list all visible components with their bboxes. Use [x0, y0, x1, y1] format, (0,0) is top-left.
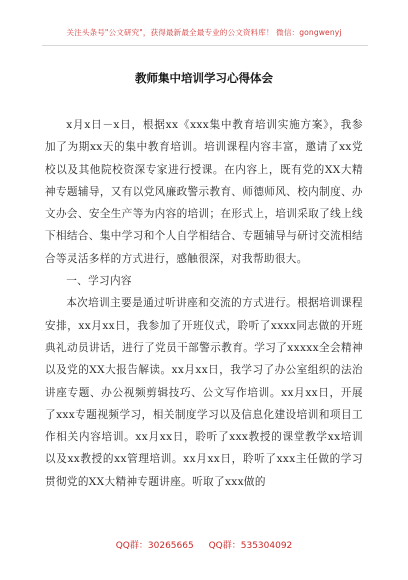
footer-qq-group-1: QQ群：30265665: [115, 541, 194, 551]
document-body: [45, 114, 363, 493]
footer-contact: [0, 538, 408, 551]
section-paragraph: 本次培训主要是通过听讲座和交流的方式进行。根据培训课程安排，xx月xx日，我参加了开班仪式，聆听了xxxx同志做的开班典礼动员讲话，进行了党员干部警示教育。学习了xxxxx全会精神以及党的XX大报告解读。xx月xx日，我学习了办公室组织的法治讲座专题、办公视频剪辑技巧、公文写作培训。xx月xx日，开展了xxx专题视频学习，相关制度学习以及信息化建设培训和项目工作相关内容培训。xx月xx日，聆听了xxx教授的课堂教学xx培训以及xx教授的xx管理培训。xx月xx日，聆听了xxx主任做的学习贯彻党的XX大精神专题讲座。听取了xxx做的: [45, 297, 363, 488]
document-title: 教师集中培训学习心得体会: [135, 71, 273, 85]
intro-paragraph: x月x日－x日，根据xx《xxx集中教育培训实施方案》，我参加了为期xx天的集中教育培训。培训课程内容丰富，邀请了xx党校以及其他院校资深专家进行授课。在内容上，既有党的XX大精神专题辅导，又有以党风廉政警示教育、师德师风、校内制度、办文办会、安全生产等为内容的培训；在形式上，培训采取了线上线下相结合、集中学习和个人自学相结合、专题辅导与研讨交流相结合等灵活多样的方式进行，感触很深，对我帮助很大。: [45, 119, 363, 265]
footer-qq-group-2: QQ群：535304092: [208, 541, 293, 551]
header-promo-note: 关注头条号"公文研究"，获得最新最全最专业的公文资料库！ 微信：gongwenyj: [66, 28, 342, 37]
header-divider: [42, 45, 368, 46]
section-heading: 一、学习内容: [66, 275, 132, 288]
